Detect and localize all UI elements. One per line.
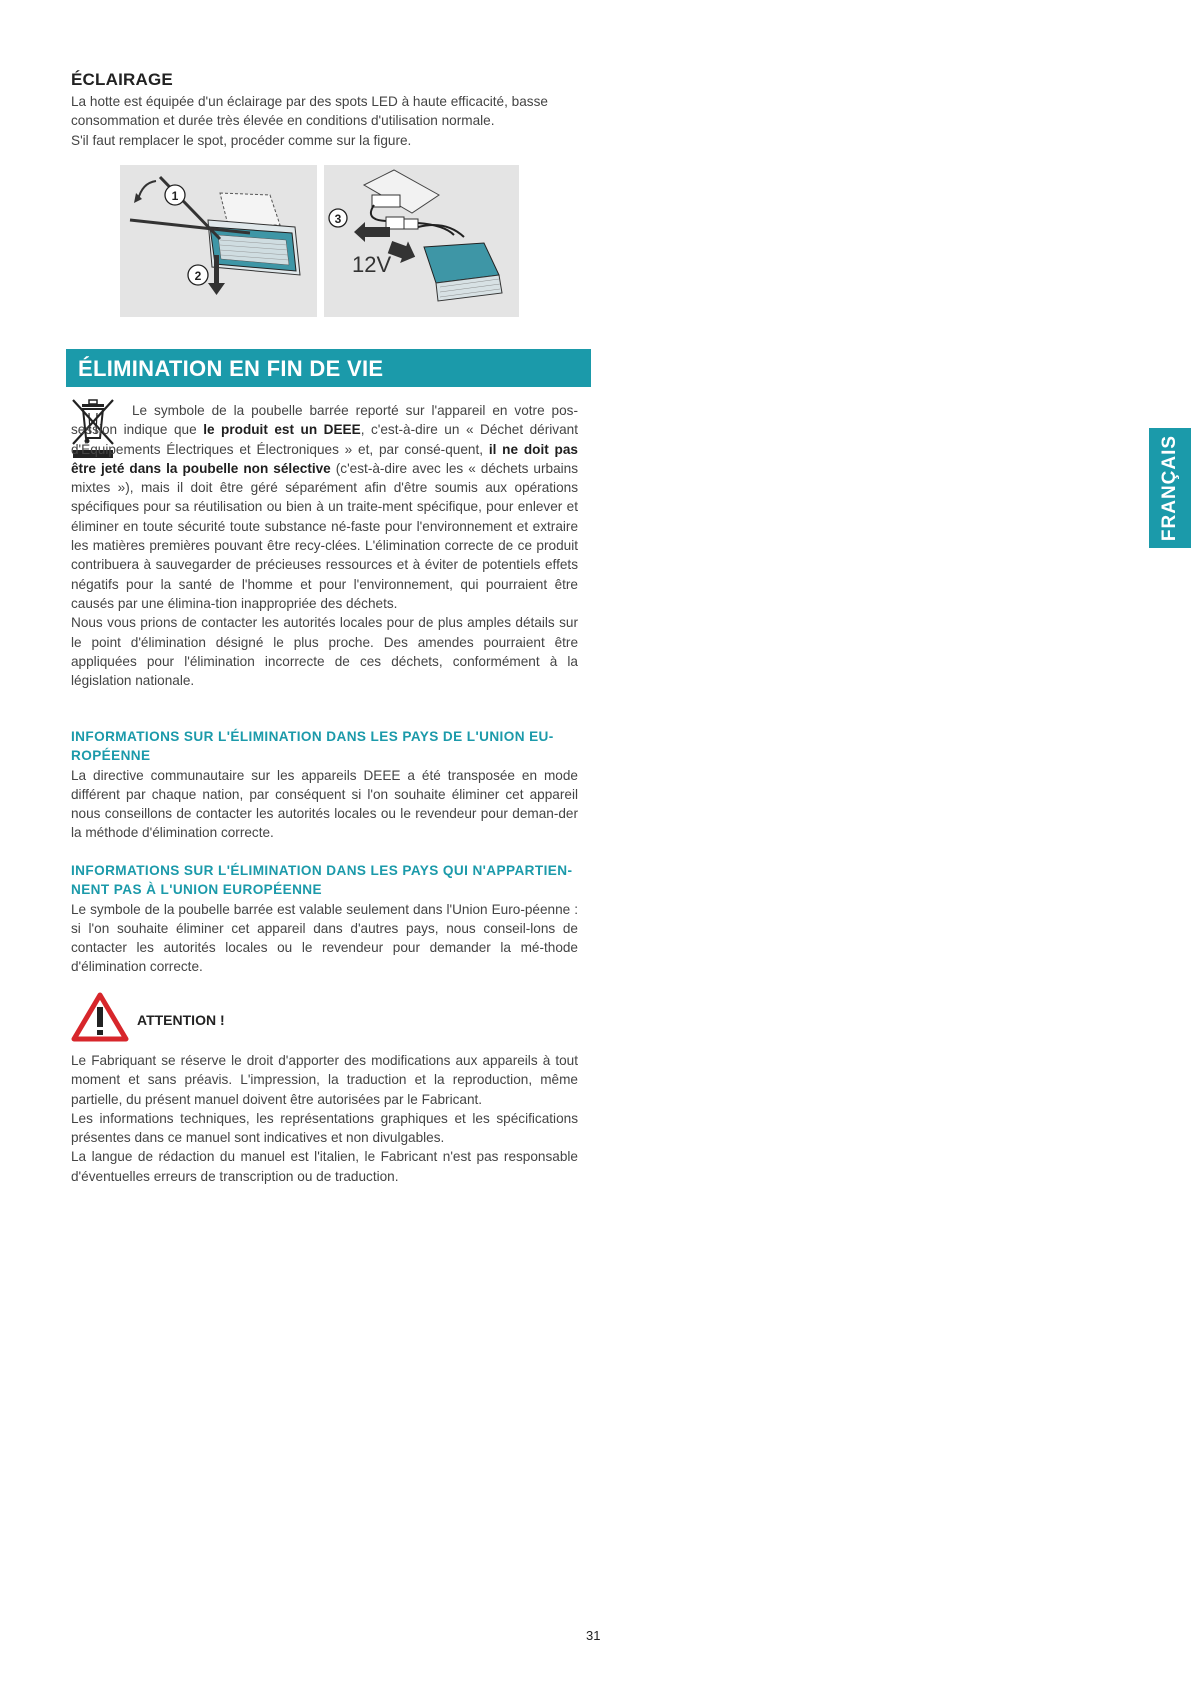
eu-text: La directive communautaire sur les appareils DEEE a été transposée en mode différent par chaque nation, par conséquent si l'on souhaite éliminer cet appareil nous conseillons de contacter les autorités locales ou le revendeur pour deman-der la méthode d'élimination correcte. — [71, 767, 578, 841]
disposal-text-part: , c'est-à-dire un « Déchet dérivant d'Équipements Électriques et Électroniques » et, par consé-quent, — [71, 422, 578, 457]
language-side-tab — [1149, 428, 1191, 548]
spot-removal-illustration — [120, 165, 317, 317]
lighting-title: ÉCLAIRAGE — [71, 70, 173, 89]
disposal-banner: ÉLIMINATION EN FIN DE VIE — [66, 349, 591, 387]
eu-heading: INFORMATIONS SUR L'ÉLIMINATION DANS LES PAYS DE L'UNION EU-ROPÉENNE — [71, 729, 554, 764]
lighting-line: S'il faut remplacer le spot, procéder comme sur la figure. — [71, 132, 412, 148]
step-3-label: 3 — [334, 212, 342, 226]
attention-text — [71, 1051, 578, 1186]
non-eu-block — [71, 861, 578, 977]
disposal-text-part: Le symbole de la poubelle barrée reporté sur l'appareil en votre pos-session indique que — [71, 403, 578, 438]
lighting-line: consommation et durée très élevée en conditions d'utilisation normale. — [71, 113, 495, 129]
disposal-bold-part: il ne doit pas être jeté dans la poubelle non sélective — [71, 441, 578, 476]
step-2-label: 2 — [194, 269, 202, 283]
page-number: 31 — [586, 1628, 601, 1643]
attention-label: ATTENTION ! — [137, 1012, 225, 1028]
warning-triangle-icon — [71, 992, 129, 1042]
attention-paragraph: Le Fabriquant se réserve le droit d'apporter des modifications aux appareils à tout moment et sans préavis. L'impression, la traduction et la reproduction, même partielle, du présent manuel doivent être autorisées par le Fabricant. — [71, 1053, 578, 1107]
spot-connector-figure — [324, 165, 519, 317]
eu-block — [71, 727, 578, 843]
attention-paragraph: La langue de rédaction du manuel est l'italien, le Fabricant n'est pas responsable d'éventuelles erreurs de transcription ou de traduction. — [71, 1149, 578, 1184]
non-eu-heading: INFORMATIONS SUR L'ÉLIMINATION DANS LES PAYS QUI N'APPARTIEN-NENT PAS À L'UNION EUROPÉENNE — [71, 863, 573, 898]
step-1-label: 1 — [171, 189, 179, 203]
disposal-paragraph-1 — [71, 401, 578, 613]
disposal-text-part: (c'est-à-dire avec les « déchets urbains mixtes »), mais il doit être géré séparément afin d'être soumis aux opérations spécifiques pour sa réutilisation ou bien à un traite-ment spécifique, pour enlever et éliminer en toute sécurité toute substance né-faste pour l'environnement et extraire les matières premières pouvant être recy-clées. L'élimination correcte de ce produit contribuera à sauvegarder de précieuses ressources et à éviter de potentiels effets négatifs pour la santé de l'homme et pour l'environnement, qui pourraient être causés par une élimina-tion inappropriée des déchets. — [71, 460, 579, 611]
spot-connector-illustration — [324, 165, 519, 317]
non-eu-text: Le symbole de la poubelle barrée est valable seulement dans l'Union Euro-péenne : si l'on souhaite éliminer cet appareil dans d'autres pays, nous conseil-lons de contacter les autorités locales ou le revendeur pour demander la mé-thode d'élimination correcte. — [71, 901, 578, 975]
lighting-line: La hotte est équipée d'un éclairage par des spots LED à haute efficacité, basse — [71, 94, 548, 109]
spot-removal-figure — [120, 165, 317, 317]
disposal-paragraph-2: Nous vous prions de contacter les autorités locales pour de plus amples détails sur le point d'élimination désigné le plus proche. Des amendes pourraient être appliquées pour l'élimination incorrecte de ces déchets, conformément à la législation nationale. — [71, 615, 578, 689]
language-label: FRANÇAIS — [1159, 434, 1180, 542]
attention-paragraph: Les informations techniques, les représentations graphiques et les spécifications présentes dans ce manuel sont indicatives et non divulgables. — [71, 1110, 578, 1146]
lighting-text — [71, 92, 577, 150]
voltage-label: 12V — [352, 252, 392, 277]
disposal-text — [71, 401, 578, 690]
disposal-bold-part: le produit est un DEEE — [203, 422, 361, 438]
